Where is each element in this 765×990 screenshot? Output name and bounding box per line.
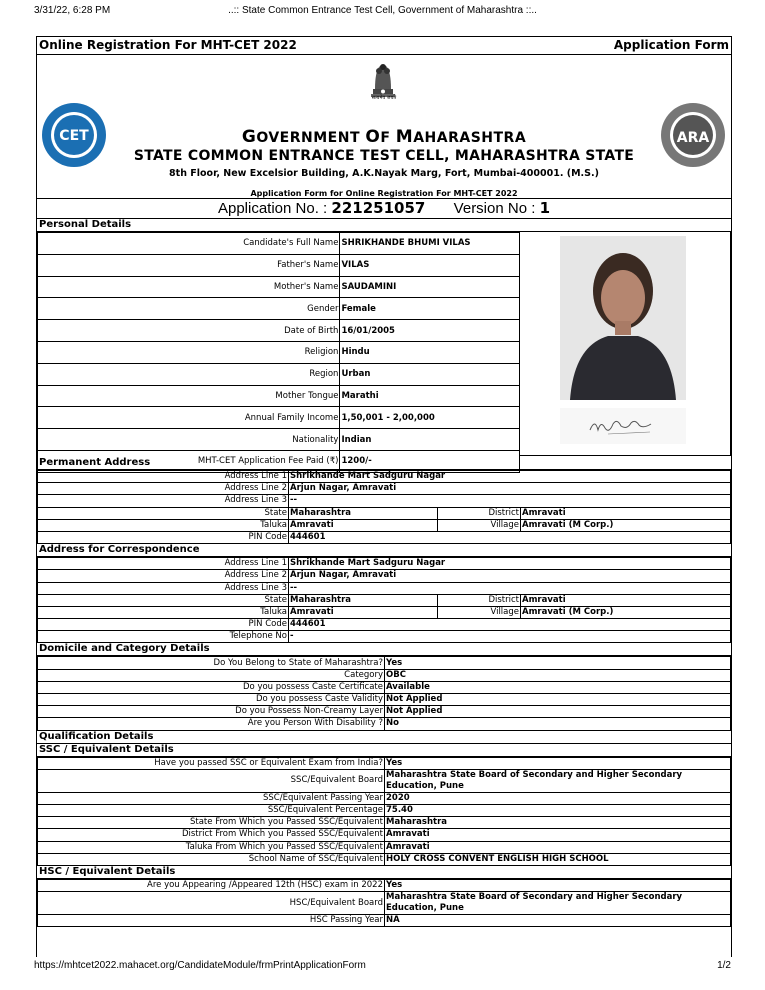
- permanent-address-table: Address Line 1 Shrikhande Mart Sadguru Nagar Address Line 2 Arjun Nagar, Amravati Address Line 3 -- State Maharashtra District Amravati Taluka Amravati Village Amravati (M Corp.) PIN Code 444601: [37, 470, 731, 544]
- ara-logo-text: ARA: [676, 130, 710, 146]
- section-correspondence-address: Address for Correspondence: [37, 544, 731, 557]
- cet-cell-heading: STATE COMMON ENTRANCE TEST CELL, MAHARASHTRA STATE: [133, 148, 635, 164]
- personal-detail-row: [38, 233, 520, 255]
- personal-detail-row: [38, 276, 520, 298]
- correspondence-address-table: Address Line 1 Shrikhande Mart Sadguru Nagar Address Line 2 Arjun Nagar, Amravati Address Line 3 -- State Maharashtra District Amravati Taluka Amravati Village Amravati (M Corp.) PIN Code 444601 Telephone No -: [37, 557, 731, 643]
- application-number-row: [37, 199, 731, 219]
- application-number: 221251057: [331, 199, 426, 217]
- section-permanent-address: Permanent Address: [37, 457, 731, 470]
- field-value: 75.40: [385, 804, 731, 816]
- ssc-row: [38, 757, 731, 769]
- field-value: Hindu: [340, 341, 520, 363]
- section-ssc: SSC / Equivalent Details: [37, 744, 731, 757]
- field-label: Mother's Name: [38, 276, 340, 298]
- field-value: NA: [385, 915, 731, 927]
- section-domicile-category: Domicile and Category Details: [37, 643, 731, 656]
- candidate-signature: [560, 408, 686, 444]
- ssc-row: [38, 817, 731, 829]
- field-label: Nationality: [38, 429, 340, 451]
- ssc-row: [38, 769, 731, 792]
- domicile-row: [38, 657, 731, 669]
- field-label: HSC/Equivalent Board: [38, 892, 385, 915]
- field-value: Female: [340, 298, 520, 320]
- field-label: SSC/Equivalent Board: [38, 769, 385, 792]
- field-label: SSC/Equivalent Passing Year: [38, 792, 385, 804]
- version-number: 1: [539, 199, 550, 217]
- field-label: State From Which you Passed SSC/Equivalent: [38, 817, 385, 829]
- field-label: Religion: [38, 341, 340, 363]
- form-right-title: Application Form: [613, 38, 729, 52]
- form-title-row: [37, 37, 731, 55]
- ssc-row: [38, 792, 731, 804]
- ssc-row: [38, 853, 731, 865]
- field-value: Maharashtra State Board of Secondary and Higher Secondary Education, Pune: [385, 892, 731, 915]
- section-qualification: Qualification Details: [37, 731, 731, 744]
- field-value: Indian: [340, 429, 520, 451]
- field-value: 1,50,001 - 2,00,000: [340, 407, 520, 429]
- field-value: Urban: [340, 363, 520, 385]
- print-page-title: ..:: State Common Entrance Test Cell, Government of Maharashtra ::..: [228, 5, 537, 16]
- field-value: Yes: [385, 879, 731, 891]
- field-label: Mother Tongue: [38, 385, 340, 407]
- field-label: MHT-CET Application Fee Paid (₹): [38, 450, 340, 472]
- field-value: 1200/-: [340, 450, 520, 472]
- ssc-row: [38, 841, 731, 853]
- personal-detail-row: [38, 385, 520, 407]
- application-form: [36, 36, 732, 957]
- field-value: HOLY CROSS CONVENT ENGLISH HIGH SCHOOL: [385, 853, 731, 865]
- candidate-photo: [560, 236, 686, 400]
- field-label: School Name of SSC/Equivalent: [38, 853, 385, 865]
- field-label: Gender: [38, 298, 340, 320]
- field-value: Yes: [385, 657, 731, 669]
- field-label: Are you Appearing /Appeared 12th (HSC) exam in 2022: [38, 879, 385, 891]
- government-heading: GOVERNMENT OF MAHARASHTRA: [241, 127, 527, 147]
- browser-print-footer: [0, 960, 765, 974]
- application-number-label: Application No. :: [217, 200, 332, 217]
- personal-detail-row: [38, 298, 520, 320]
- field-value: 2020: [385, 792, 731, 804]
- field-label: SSC/Equivalent Percentage: [38, 804, 385, 816]
- domicile-table: [37, 656, 731, 730]
- field-value: Yes: [385, 757, 731, 769]
- domicile-row: [38, 706, 731, 718]
- field-label: Do you possess Caste Certificate: [38, 681, 385, 693]
- field-value: No: [385, 718, 731, 730]
- field-label: Candidate's Full Name: [38, 233, 340, 255]
- field-label: Taluka From Which you Passed SSC/Equivalent: [38, 841, 385, 853]
- field-value: Marathi: [340, 385, 520, 407]
- field-value: Amravati: [385, 841, 731, 853]
- ssc-row: [38, 829, 731, 841]
- domicile-row: [38, 669, 731, 681]
- form-for-caption: Application Form for Online Registration For MHT-CET 2022: [250, 189, 518, 198]
- field-label: Date of Birth: [38, 320, 340, 342]
- browser-print-header: [0, 5, 765, 19]
- field-value: Not Applied: [385, 694, 731, 706]
- field-label: HSC Passing Year: [38, 915, 385, 927]
- personal-detail-row: [38, 407, 520, 429]
- form-left-title: Online Registration For MHT-CET 2022: [39, 38, 297, 52]
- cet-logo-text: CET: [59, 128, 89, 144]
- hsc-row: [38, 892, 731, 915]
- print-page-number: 1/2: [717, 960, 731, 971]
- field-label: Do you Possess Non-Creamy Layer: [38, 706, 385, 718]
- domicile-row: [38, 718, 731, 730]
- section-hsc: HSC / Equivalent Details: [37, 866, 731, 879]
- field-label: District From Which you Passed SSC/Equivalent: [38, 829, 385, 841]
- hsc-row: [38, 915, 731, 927]
- field-value: 16/01/2005: [340, 320, 520, 342]
- field-label: Do You Belong to State of Maharashtra?: [38, 657, 385, 669]
- domicile-row: [38, 681, 731, 693]
- personal-detail-row: [38, 429, 520, 451]
- field-value: VILAS: [340, 254, 520, 276]
- field-label: Annual Family Income: [38, 407, 340, 429]
- hsc-table: [37, 879, 731, 927]
- form-banner: [37, 55, 731, 199]
- field-value: Amravati: [385, 829, 731, 841]
- personal-details-table: [37, 232, 520, 473]
- ssc-row: [38, 804, 731, 816]
- personal-detail-row: [38, 320, 520, 342]
- field-value: Available: [385, 681, 731, 693]
- field-value: Not Applied: [385, 706, 731, 718]
- field-label: Are you Person With Disability ?: [38, 718, 385, 730]
- field-label: Father's Name: [38, 254, 340, 276]
- field-value: SHRIKHANDE BHUMI VILAS: [340, 233, 520, 255]
- cet-cell-address: 8th Floor, New Excelsior Building, A.K.Nayak Marg, Fort, Mumbai-400001. (M.S.): [169, 168, 599, 179]
- field-value: SAUDAMINI: [340, 276, 520, 298]
- field-label: Do you possess Caste Validity: [38, 694, 385, 706]
- domicile-row: [38, 694, 731, 706]
- section-personal-details: Personal Details: [37, 219, 731, 232]
- personal-detail-row: [38, 450, 520, 472]
- field-label: Category: [38, 669, 385, 681]
- field-value: Maharashtra: [385, 817, 731, 829]
- personal-detail-row: [38, 254, 520, 276]
- emblem-caption: सत्यमेव जयते: [371, 95, 397, 101]
- ssc-table: [37, 757, 731, 866]
- field-value: Maharashtra State Board of Secondary and Higher Secondary Education, Pune: [385, 769, 731, 792]
- field-label: Region: [38, 363, 340, 385]
- hsc-row: [38, 879, 731, 891]
- field-label: Have you passed SSC or Equivalent Exam from India?: [38, 757, 385, 769]
- print-url: https://mhtcet2022.mahacet.org/CandidateModule/frmPrintApplicationForm: [34, 960, 366, 971]
- print-datetime: 3/31/22, 6:28 PM: [34, 5, 111, 16]
- personal-detail-row: [38, 363, 520, 385]
- field-value: OBC: [385, 669, 731, 681]
- version-label: Version No :: [453, 200, 540, 217]
- photo-signature-box: [520, 232, 731, 456]
- personal-detail-row: [38, 341, 520, 363]
